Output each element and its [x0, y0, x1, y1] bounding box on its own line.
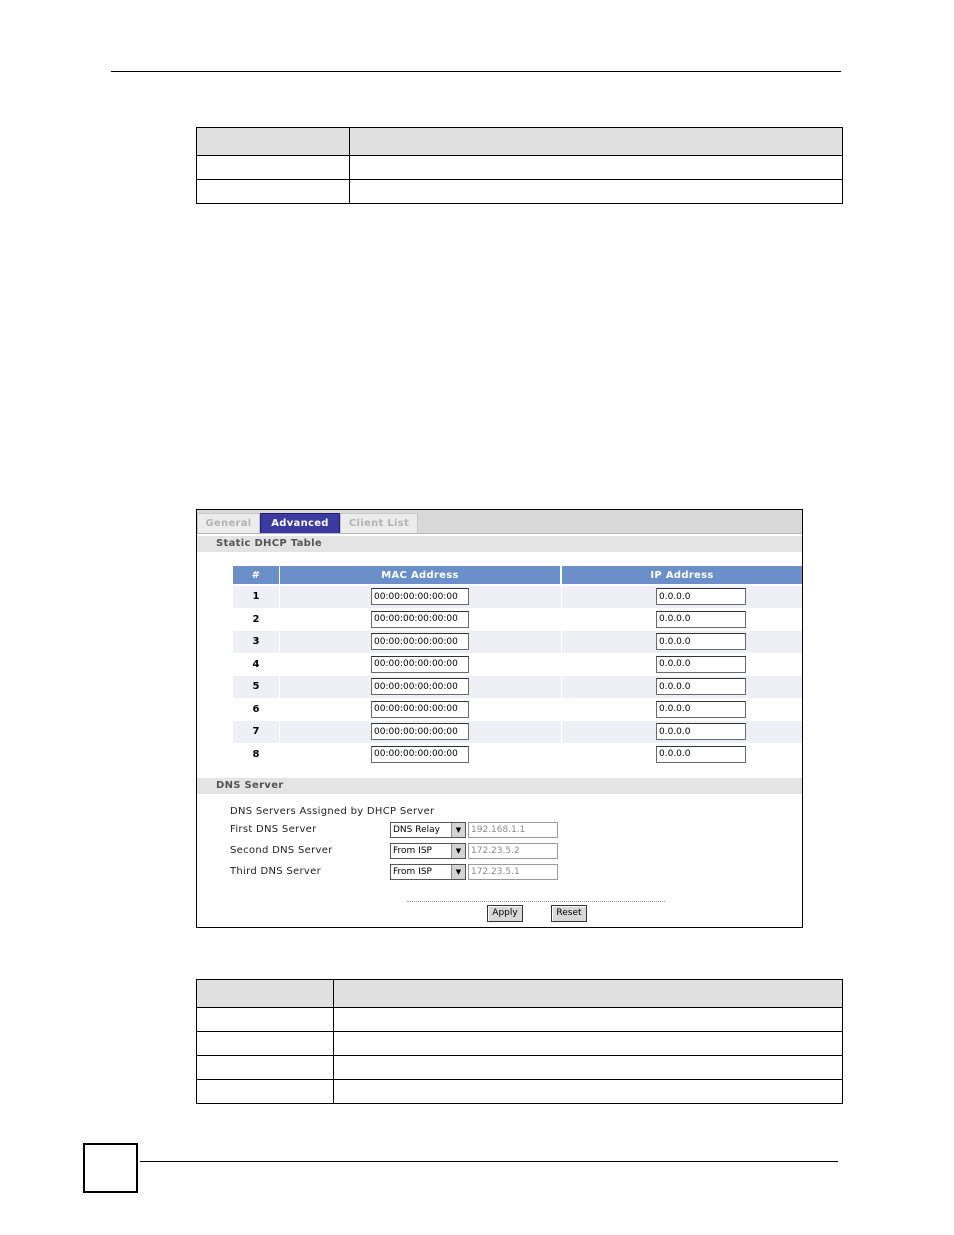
dns-ip-field[interactable]: 172.23.5.2 — [468, 843, 558, 859]
table-row — [197, 1056, 843, 1080]
mac-address-input[interactable] — [371, 678, 469, 695]
dns-mode-value: From ISP — [393, 846, 432, 856]
table-row — [233, 744, 802, 766]
mac-address-input[interactable] — [371, 656, 469, 673]
dns-ip-field[interactable]: 192.168.1.1 — [468, 822, 558, 838]
mac-address-input[interactable] — [371, 588, 469, 605]
column-divider — [279, 744, 280, 766]
ip-address-input[interactable] — [656, 723, 746, 740]
column-divider — [279, 699, 280, 721]
column-divider — [279, 609, 280, 631]
header-rule — [111, 71, 841, 72]
chevron-down-icon[interactable]: ▼ — [451, 823, 465, 837]
row-number: 2 — [252, 613, 260, 625]
table-row — [197, 1080, 843, 1104]
table-row — [233, 631, 802, 653]
tab-advanced[interactable]: Advanced — [260, 513, 340, 533]
table-row — [197, 1032, 843, 1056]
column-divider — [561, 654, 562, 676]
reset-button[interactable]: Reset — [551, 905, 587, 922]
dns-intro-label: DNS Servers Assigned by DHCP Server — [230, 806, 435, 817]
tab-client-list[interactable]: Client List — [340, 513, 418, 533]
mac-address-input[interactable] — [371, 611, 469, 628]
ip-address-input[interactable] — [656, 611, 746, 628]
dns-mode-select[interactable] — [390, 843, 466, 859]
mac-address-input[interactable] — [371, 746, 469, 763]
table-header-row — [197, 128, 843, 156]
dns-section-title: DNS Server — [197, 778, 802, 794]
column-header-ip: IP Address — [562, 566, 802, 584]
tab-bar — [197, 510, 802, 534]
page-number-box — [83, 1143, 138, 1193]
bottom-doc-table — [196, 979, 843, 1104]
column-divider — [279, 676, 280, 698]
column-divider — [561, 699, 562, 721]
row-number: 6 — [252, 703, 260, 715]
column-divider — [561, 721, 562, 743]
table-row — [233, 699, 802, 721]
mac-address-input[interactable] — [371, 723, 469, 740]
dns-mode-value: DNS Relay — [393, 825, 440, 835]
top-doc-table — [196, 127, 843, 204]
table-row — [233, 654, 802, 676]
ip-address-input[interactable] — [656, 701, 746, 718]
tab-general[interactable]: General — [197, 513, 260, 533]
dns-server-label: First DNS Server — [230, 824, 317, 835]
static-dhcp-section-title: Static DHCP Table — [197, 536, 802, 552]
table-row — [197, 180, 843, 204]
ip-address-input[interactable] — [656, 588, 746, 605]
dns-ip-field[interactable]: 172.23.5.1 — [468, 864, 558, 880]
button-divider — [407, 901, 665, 902]
table-row — [233, 586, 802, 608]
column-divider — [561, 676, 562, 698]
column-divider — [561, 744, 562, 766]
column-header-mac: MAC Address — [280, 566, 560, 584]
dns-mode-select[interactable] — [390, 864, 466, 880]
ip-address-input[interactable] — [656, 746, 746, 763]
column-divider — [561, 609, 562, 631]
table-header-row — [197, 980, 843, 1008]
footer-rule — [140, 1161, 838, 1162]
column-divider — [279, 654, 280, 676]
ip-address-input[interactable] — [656, 633, 746, 650]
ip-address-input[interactable] — [656, 656, 746, 673]
ip-address-input[interactable] — [656, 678, 746, 695]
dns-mode-value: From ISP — [393, 867, 432, 877]
table-row — [197, 156, 843, 180]
row-number: 7 — [252, 726, 260, 737]
dns-mode-select[interactable] — [390, 822, 466, 838]
column-divider — [561, 631, 562, 653]
column-header-number: # — [233, 566, 279, 584]
column-divider — [279, 631, 280, 653]
row-number: 4 — [252, 658, 260, 670]
table-row — [197, 1008, 843, 1032]
mac-address-input[interactable] — [371, 633, 469, 650]
column-divider — [279, 721, 280, 743]
column-divider — [561, 586, 562, 608]
table-row — [233, 721, 802, 743]
apply-button[interactable]: Apply — [487, 905, 523, 922]
row-number: 1 — [252, 591, 260, 602]
static-dhcp-screenshot — [196, 509, 803, 928]
dns-server-label: Third DNS Server — [230, 866, 321, 877]
chevron-down-icon[interactable]: ▼ — [451, 865, 465, 879]
row-number: 8 — [252, 748, 260, 760]
mac-address-input[interactable] — [371, 701, 469, 718]
row-number: 3 — [252, 636, 260, 647]
row-number: 5 — [252, 681, 260, 692]
table-row — [233, 676, 802, 698]
chevron-down-icon[interactable]: ▼ — [451, 844, 465, 858]
column-divider — [279, 586, 280, 608]
table-row — [233, 609, 802, 631]
dns-server-label: Second DNS Server — [230, 845, 333, 856]
